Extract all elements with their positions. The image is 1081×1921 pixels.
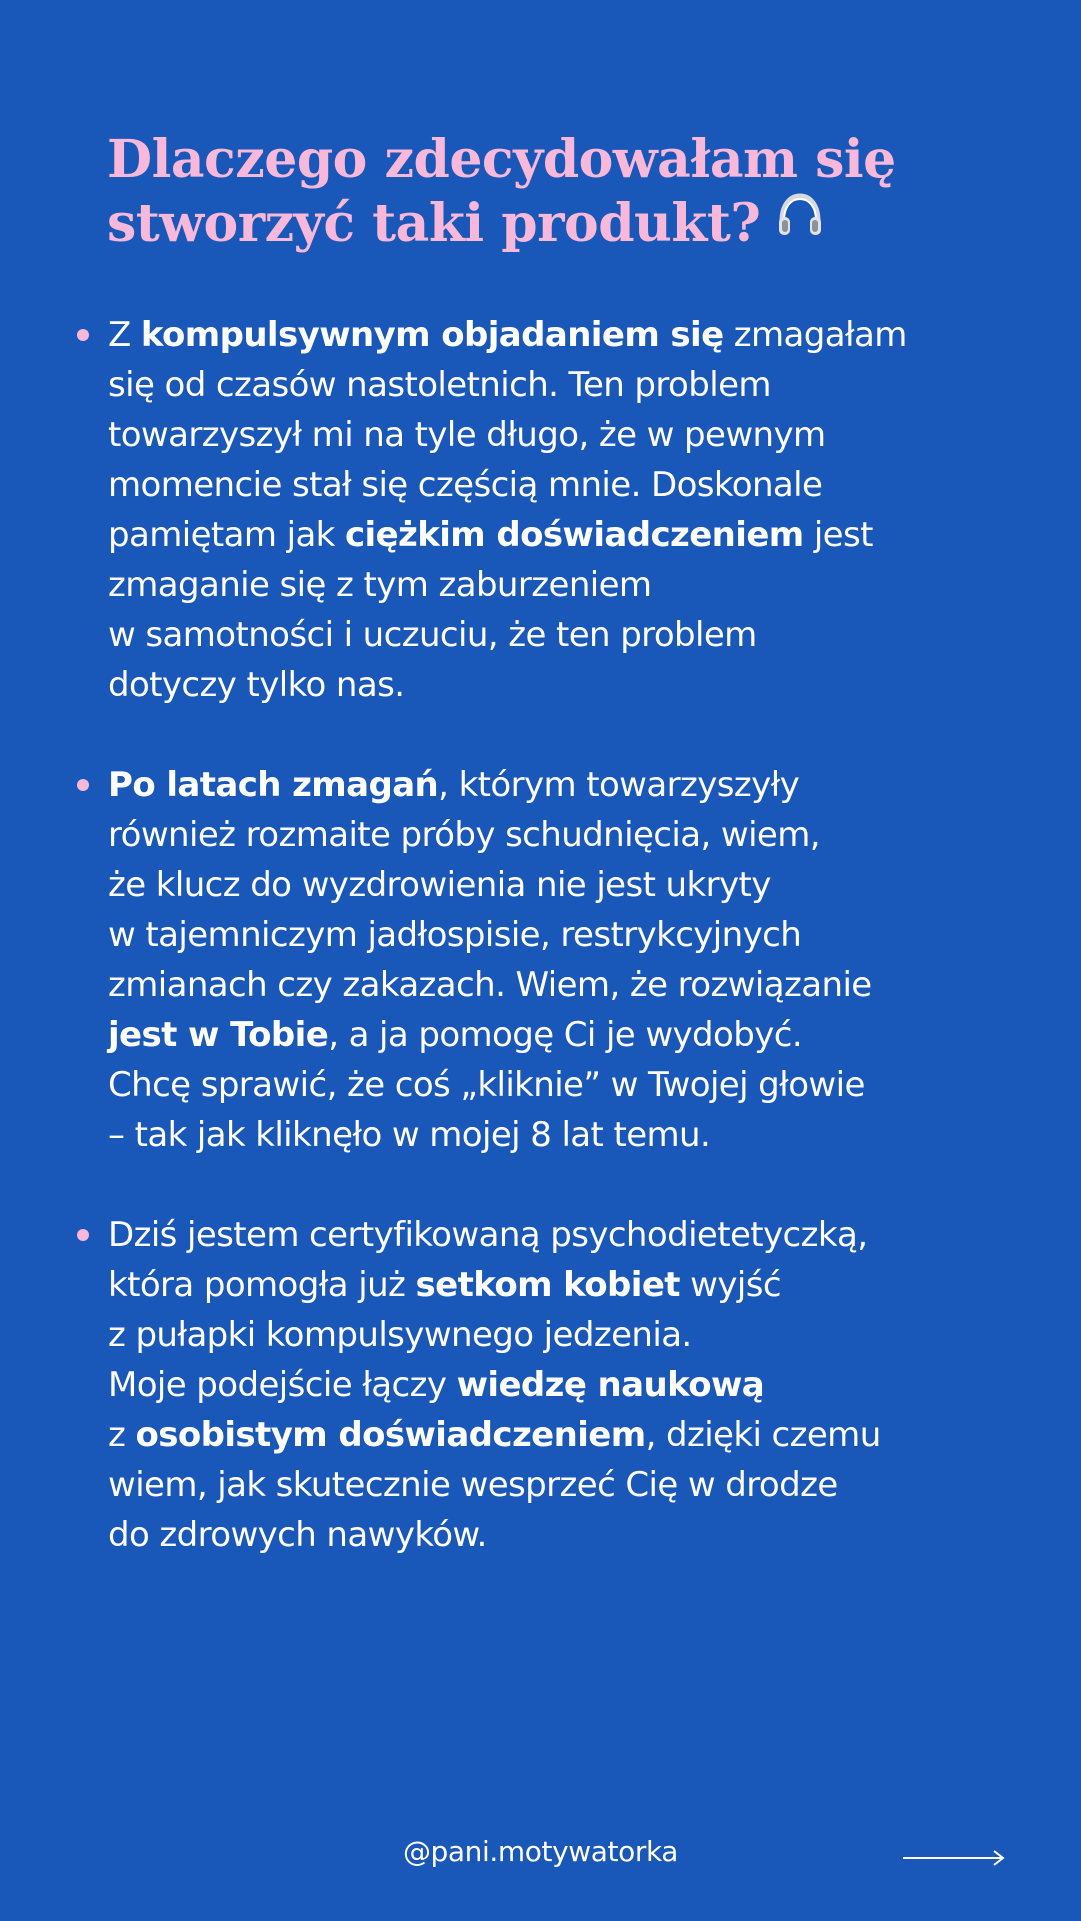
title-line-2-text: stworzyć taki produkt?	[107, 193, 761, 254]
bullet-item-3	[108, 1210, 988, 1560]
bullet-item-2	[108, 760, 988, 1160]
bullet-2-line-8: – tak jak kliknęło w mojej 8 lat temu.	[108, 1115, 711, 1155]
bullet-1-line-7: w samotności i uczuciu, że ten problem	[108, 615, 757, 655]
bullet-1-line-8: dotyczy tylko nas.	[108, 665, 405, 705]
bullet-2-line-1: Po latach zmagań, którym towarzyszyły	[108, 765, 800, 805]
bullet-3-line-4: Moje podejście łączy wiedzę naukową	[108, 1365, 765, 1405]
bullet-2-line-2: również rozmaite próby schudnięcia, wiem,	[108, 815, 820, 855]
title-line-1: Dlaczego zdecydowałam się	[107, 129, 896, 190]
bullet-1-line-6: zmaganie się z tym zaburzeniem	[108, 565, 652, 605]
bullet-2-line-6: jest w Tobie, a ja pomogę Ci je wydobyć.	[108, 1015, 803, 1055]
bullet-1-line-4: momencie stał się częścią mnie. Doskonale	[108, 465, 823, 505]
headphones-icon	[774, 190, 826, 255]
title-line-2	[107, 192, 967, 256]
bullet-dot	[77, 779, 89, 791]
bullet-1-line-1: Z kompulsywnym objadaniem się zmagałam	[108, 315, 907, 355]
bullet-3-line-3: z pułapki kompulsywnego jedzenia.	[108, 1315, 692, 1355]
bullet-item-1	[108, 310, 988, 710]
bullet-dot	[77, 1229, 89, 1241]
bullet-2-line-7: Chcę sprawić, że coś „kliknie” w Twojej głowie	[108, 1065, 865, 1105]
bullet-dot	[77, 329, 89, 341]
bullet-1-line-5: pamiętam jak ciężkim doświadczeniem jest	[108, 515, 873, 555]
bullet-3-line-6: wiem, jak skutecznie wesprzeć Cię w drodze	[108, 1465, 838, 1505]
bullet-1-line-2: się od czasów nastoletnich. Ten problem	[108, 365, 771, 405]
bullet-2-line-4: w tajemniczym jadłospisie, restrykcyjnych	[108, 915, 802, 955]
bullet-2-line-3: że klucz do wyzdrowienia nie jest ukryty	[108, 865, 771, 905]
arrow-right-icon[interactable]	[903, 1848, 1007, 1868]
bullet-3-line-7: do zdrowych nawyków.	[108, 1515, 487, 1555]
bullet-3-line-2: która pomogła już setkom kobiet wyjść	[108, 1265, 781, 1305]
instagram-handle: @pani.motywatorka	[402, 1835, 679, 1868]
bullet-2-line-5: zmianach czy zakazach. Wiem, że rozwiązanie	[108, 965, 872, 1005]
page-title	[107, 128, 967, 256]
bullet-1-line-3: towarzyszył mi na tyle długo, że w pewnym	[108, 415, 826, 455]
bullet-3-line-5: z osobistym doświadczeniem, dzięki czemu	[108, 1415, 881, 1455]
bullet-3-line-1: Dziś jestem certyfikowaną psychodietetyczką,	[108, 1215, 868, 1255]
